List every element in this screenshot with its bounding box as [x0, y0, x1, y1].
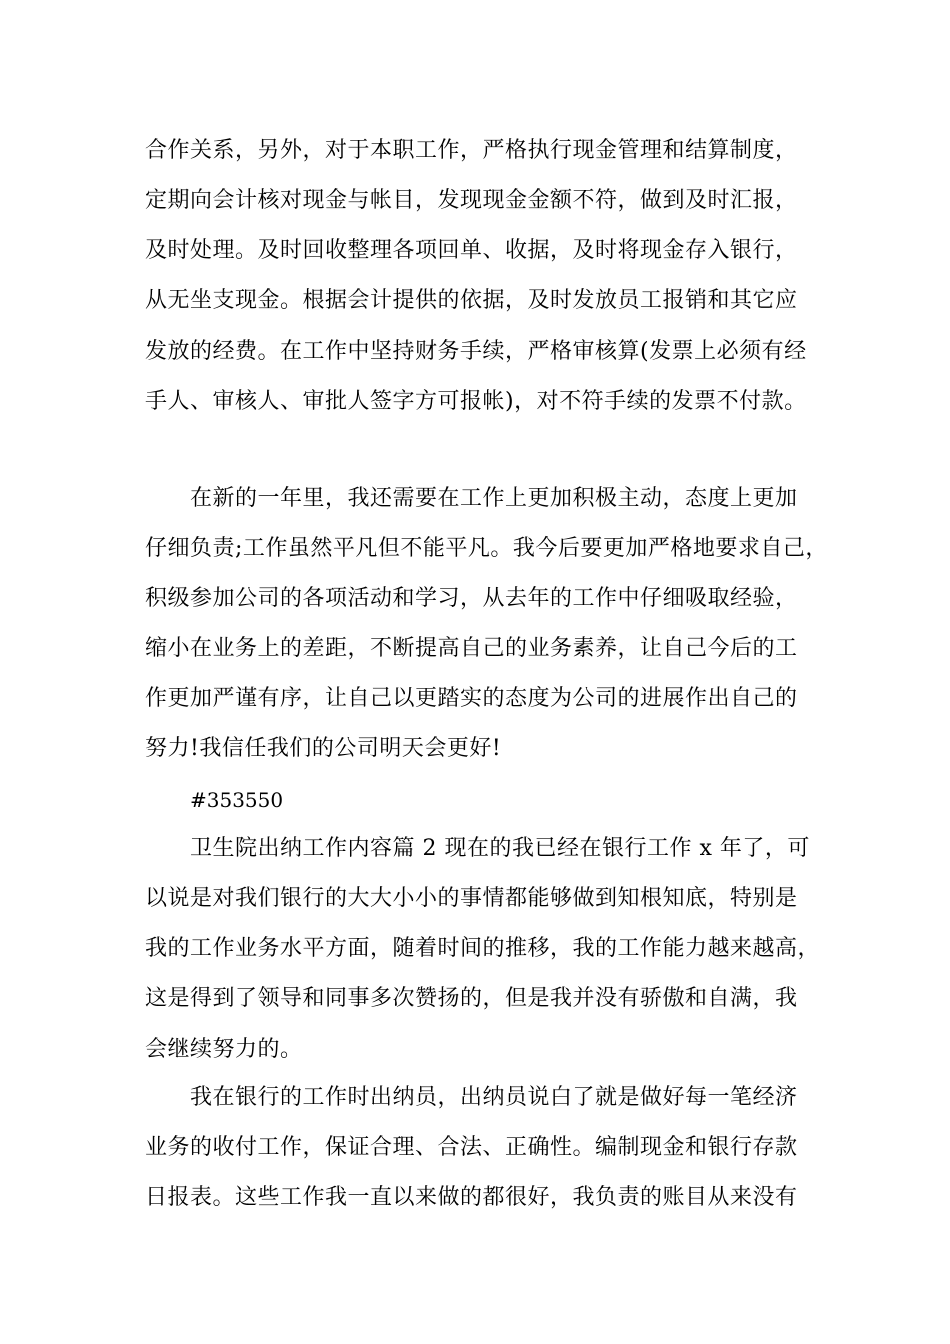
- text-line: 缩小在业务上的差距，不断提高自己的业务素养，让自己今后的工: [145, 636, 798, 661]
- text-line: 合作关系，另外，对于本职工作，严格执行现金管理和结算制度，: [145, 138, 798, 163]
- text-line: 发放的经费。在工作中坚持财务手续，严格审核算(发票上必须有经: [145, 339, 807, 364]
- text-line: 手人、审核人、审批人签字方可报帐)，对不符手续的发票不付款。: [145, 389, 807, 414]
- text-line: 作更加严谨有序，让自己以更踏实的态度为公司的进展作出自己的: [145, 686, 798, 711]
- text-line: 在新的一年里，我还需要在工作上更加积极主动，态度上更加: [190, 486, 798, 511]
- text-line: 定期向会计核对现金与帐目，发现现金金额不符，做到及时汇报，: [145, 188, 798, 213]
- text-line: 努力!我信任我们的公司明天会更好!: [145, 736, 502, 761]
- text-line: 从无坐支现金。根据会计提供的依据，及时发放员工报销和其它应: [145, 288, 798, 313]
- text-line: 会继续努力的。: [145, 1037, 303, 1062]
- text-line: 日报表。这些工作我一直以来做的都很好，我负责的账目从来没有: [145, 1185, 798, 1210]
- text-line: 这是得到了领导和同事多次赞扬的，但是我并没有骄傲和自满，我: [145, 986, 798, 1011]
- text-line: 我在银行的工作时出纳员，出纳员说白了就是做好每一笔经济: [190, 1085, 798, 1110]
- text-line: 以说是对我们银行的大大小小的事情都能够做到知根知底，特别是: [145, 886, 798, 911]
- text-line: 卫生院出纳工作内容篇 2 现在的我已经在银行工作 x 年了，可: [190, 836, 810, 861]
- text-line: 仔细负责;工作虽然平凡但不能平凡。我今后要更加严格地要求自己，: [145, 536, 828, 561]
- text-line: 我的工作业务水平方面，随着时间的推移，我的工作能力越来越高，: [145, 936, 821, 961]
- document-tag: #353550: [190, 788, 284, 812]
- text-line: 积级参加公司的各项活动和学习，从去年的工作中仔细吸取经验，: [145, 586, 798, 611]
- text-line: 业务的收付工作，保证合理、合法、正确性。编制现金和银行存款: [145, 1135, 798, 1160]
- text-line: 及时处理。及时回收整理各项回单、收据，及时将现金存入银行，: [145, 238, 798, 263]
